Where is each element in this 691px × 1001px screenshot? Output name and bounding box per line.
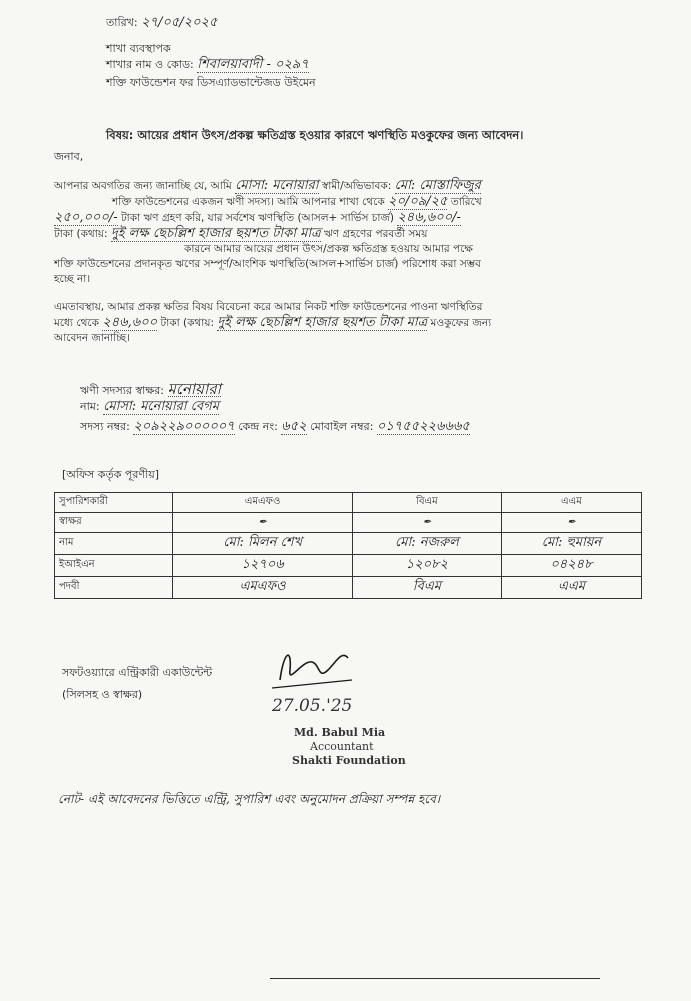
office-use-label: [অফিস কর্তৃক পূরণীয়] bbox=[62, 468, 159, 481]
date-label: তারিখ: bbox=[106, 16, 138, 29]
center-number-value: ৬৫২ bbox=[281, 419, 307, 434]
table-header-row bbox=[55, 493, 642, 513]
recommendation-table bbox=[54, 492, 642, 599]
subject: বিষয়: আয়ের প্রধান উৎস/প্রকল্প ক্ষতিগ্রস্ত হওয়ার কারণে ঋণস্থিতি মওকুফের জন্য আবেদন। bbox=[106, 128, 524, 142]
member-name-line: নাম: মোসা: মনোয়ারা বেগম bbox=[80, 399, 219, 414]
header-cell: এমএফও bbox=[173, 493, 353, 513]
member-sign-line: ঋণী সদস্যর স্বাক্ষর: মনোয়ারা bbox=[80, 380, 221, 398]
signature-cell: ✒︎ bbox=[173, 513, 353, 533]
branch-label: শাখার নাম ও কোড: bbox=[106, 58, 194, 71]
accountant-label: সফটওয়্যারে এন্ট্রিকারী একাউন্টেন্ট bbox=[62, 666, 213, 679]
paragraph-1: আপনার অবগতির জন্য জানাচ্ছি যে, আমি মোসা: মনোয়ারা স্বামী/অভিভাবক: মো: মোস্তাফিজুর শক্তি ফাউন্ডেশনের একজন ঋণী সদস্য। আমি আপনার শাখা থেকে ২০/০৯/২৫ তারিখে ২৫০,০০০/- টাকা ঋণ গ্রহণ করি, যার সর্বশেষ ঋণস্থিতি (আসল+ সার্ভিস চার্জ) ২৪৬,৬০০/- টাকা (কথায়: দুই লক্ষ ছেচল্লিশ হাজার ছয়শত টাকা মাত্র ঋণ গ্রহণের পরবর্তী সময় কারনে আমার আয়ের প্রধান উৎস/প্রকল্প ক্ষতিগ্রস্ত হওয়ায় আমার পক্ষে শক্তি ফাউন্ডেশনের প্রদানকৃত ঋণের সম্পূর্ণ/আংশিক ঋণস্থিতি(আসল+সার্ভিস চার্জ) পরিশোধ করা সম্ভব হচ্ছে না। bbox=[54, 178, 482, 285]
table-row: নাম মো: মিলন শেখ মো: নজরুল মো: হুমায়ন bbox=[55, 533, 642, 555]
header-cell: সুপারিশকারী bbox=[55, 493, 173, 513]
signature-cell: ✒︎ bbox=[352, 513, 501, 533]
member-name-value: মোসা: মনোয়ারা বেগম bbox=[103, 399, 219, 414]
member-number-value: ২০৯২২৯০০০০০৭ bbox=[133, 419, 235, 434]
branch-line bbox=[106, 58, 309, 73]
to-line: শাখা ব্যবস্থাপক bbox=[106, 42, 171, 55]
date-value: ২৭/০৫/২০২৫ bbox=[141, 15, 218, 30]
org-line: শক্তি ফাউন্ডেশন ফর ডিসএ্যাডভান্টেজড উইমেন bbox=[106, 76, 316, 89]
member-signature: মনোয়ারা bbox=[167, 380, 221, 398]
bottom-divider bbox=[270, 978, 600, 979]
table-row: স্বাক্ষর ✒︎ ✒︎ ✒︎ bbox=[55, 513, 642, 533]
header-cell: এএম bbox=[501, 493, 641, 513]
branch-value: শিবালয়াবাদী - ০২৯৭ bbox=[197, 57, 309, 72]
accountant-sublabel: (সিলসহ ও স্বাক্ষর) bbox=[62, 688, 143, 701]
footer-note: নোট- এই আবেদনের ভিত্তিতে এন্ট্রি, সুপারিশ এবং অনুমোদন প্রক্রিয়া সম্পন্ন হবে। bbox=[58, 792, 441, 806]
table-row: ইআইএন ১২৭০৬ ১২০৮২ ০৪২৪৮ bbox=[55, 555, 642, 577]
header-cell: বিএম bbox=[352, 493, 501, 513]
member-number-line: সদস্য নম্বর: ২০৯২২৯০০০০০৭ কেন্দ্র নং: ৬৫২ মোবাইল নম্বর: ০১৭৫৫২২৬৬৬৫ bbox=[80, 419, 470, 434]
guardian-name-field: মো: মোস্তাফিজুর bbox=[394, 178, 481, 193]
signature-cell: ✒︎ bbox=[501, 513, 641, 533]
amount-words-field: দুই লক্ষ ছেচল্লিশ হাজার ছয়শত টাকা মাত্র bbox=[110, 226, 321, 241]
stamp-title: Accountant bbox=[310, 740, 374, 753]
outstanding-amount-field: ২৪৬,৬০০/- bbox=[397, 210, 461, 225]
waive-amount-field: ২৪৬,৬০০ bbox=[102, 315, 158, 330]
accountant-sign-date: 27.05.'25 bbox=[272, 696, 353, 716]
date-line bbox=[106, 16, 217, 30]
loan-amount-field: ২৫০,০০০/- bbox=[54, 210, 118, 225]
accountant-signature bbox=[262, 640, 362, 700]
paragraph-2: এমতাবস্থায়, আমার প্রকল্প ক্ষতির বিষয় বিবেচনা করে আমার নিকট শক্তি ফাউন্ডেশনের পাওনা ঋণস্থিতির মধ্যে থেকে ২৪৬,৬০০ টাকা (কথায়: দুই লক্ষ ছেচল্লিশ হাজার ছয়শত টাকা মাত্র মওকুফের জন্য আবেদন জানাচ্ছি। bbox=[54, 301, 492, 344]
salutation: জনাব, bbox=[54, 150, 84, 163]
mobile-number-value: ০১৭৫৫২২৬৬৬৫ bbox=[376, 419, 470, 434]
waive-words-field: দুই লক্ষ ছেচল্লিশ হাজার ছয়শত টাকা মাত্র bbox=[217, 315, 428, 330]
stamp-org: Shakti Foundation bbox=[292, 754, 406, 767]
member-name-field: মোসা: মনোয়ারা bbox=[235, 178, 319, 193]
stamp-name: Md. Babul Mia bbox=[294, 726, 386, 739]
loan-date-field: ২০/০৯/২৫ bbox=[388, 194, 448, 209]
table-row: পদবী এমএফও বিএম এএম bbox=[55, 577, 642, 599]
